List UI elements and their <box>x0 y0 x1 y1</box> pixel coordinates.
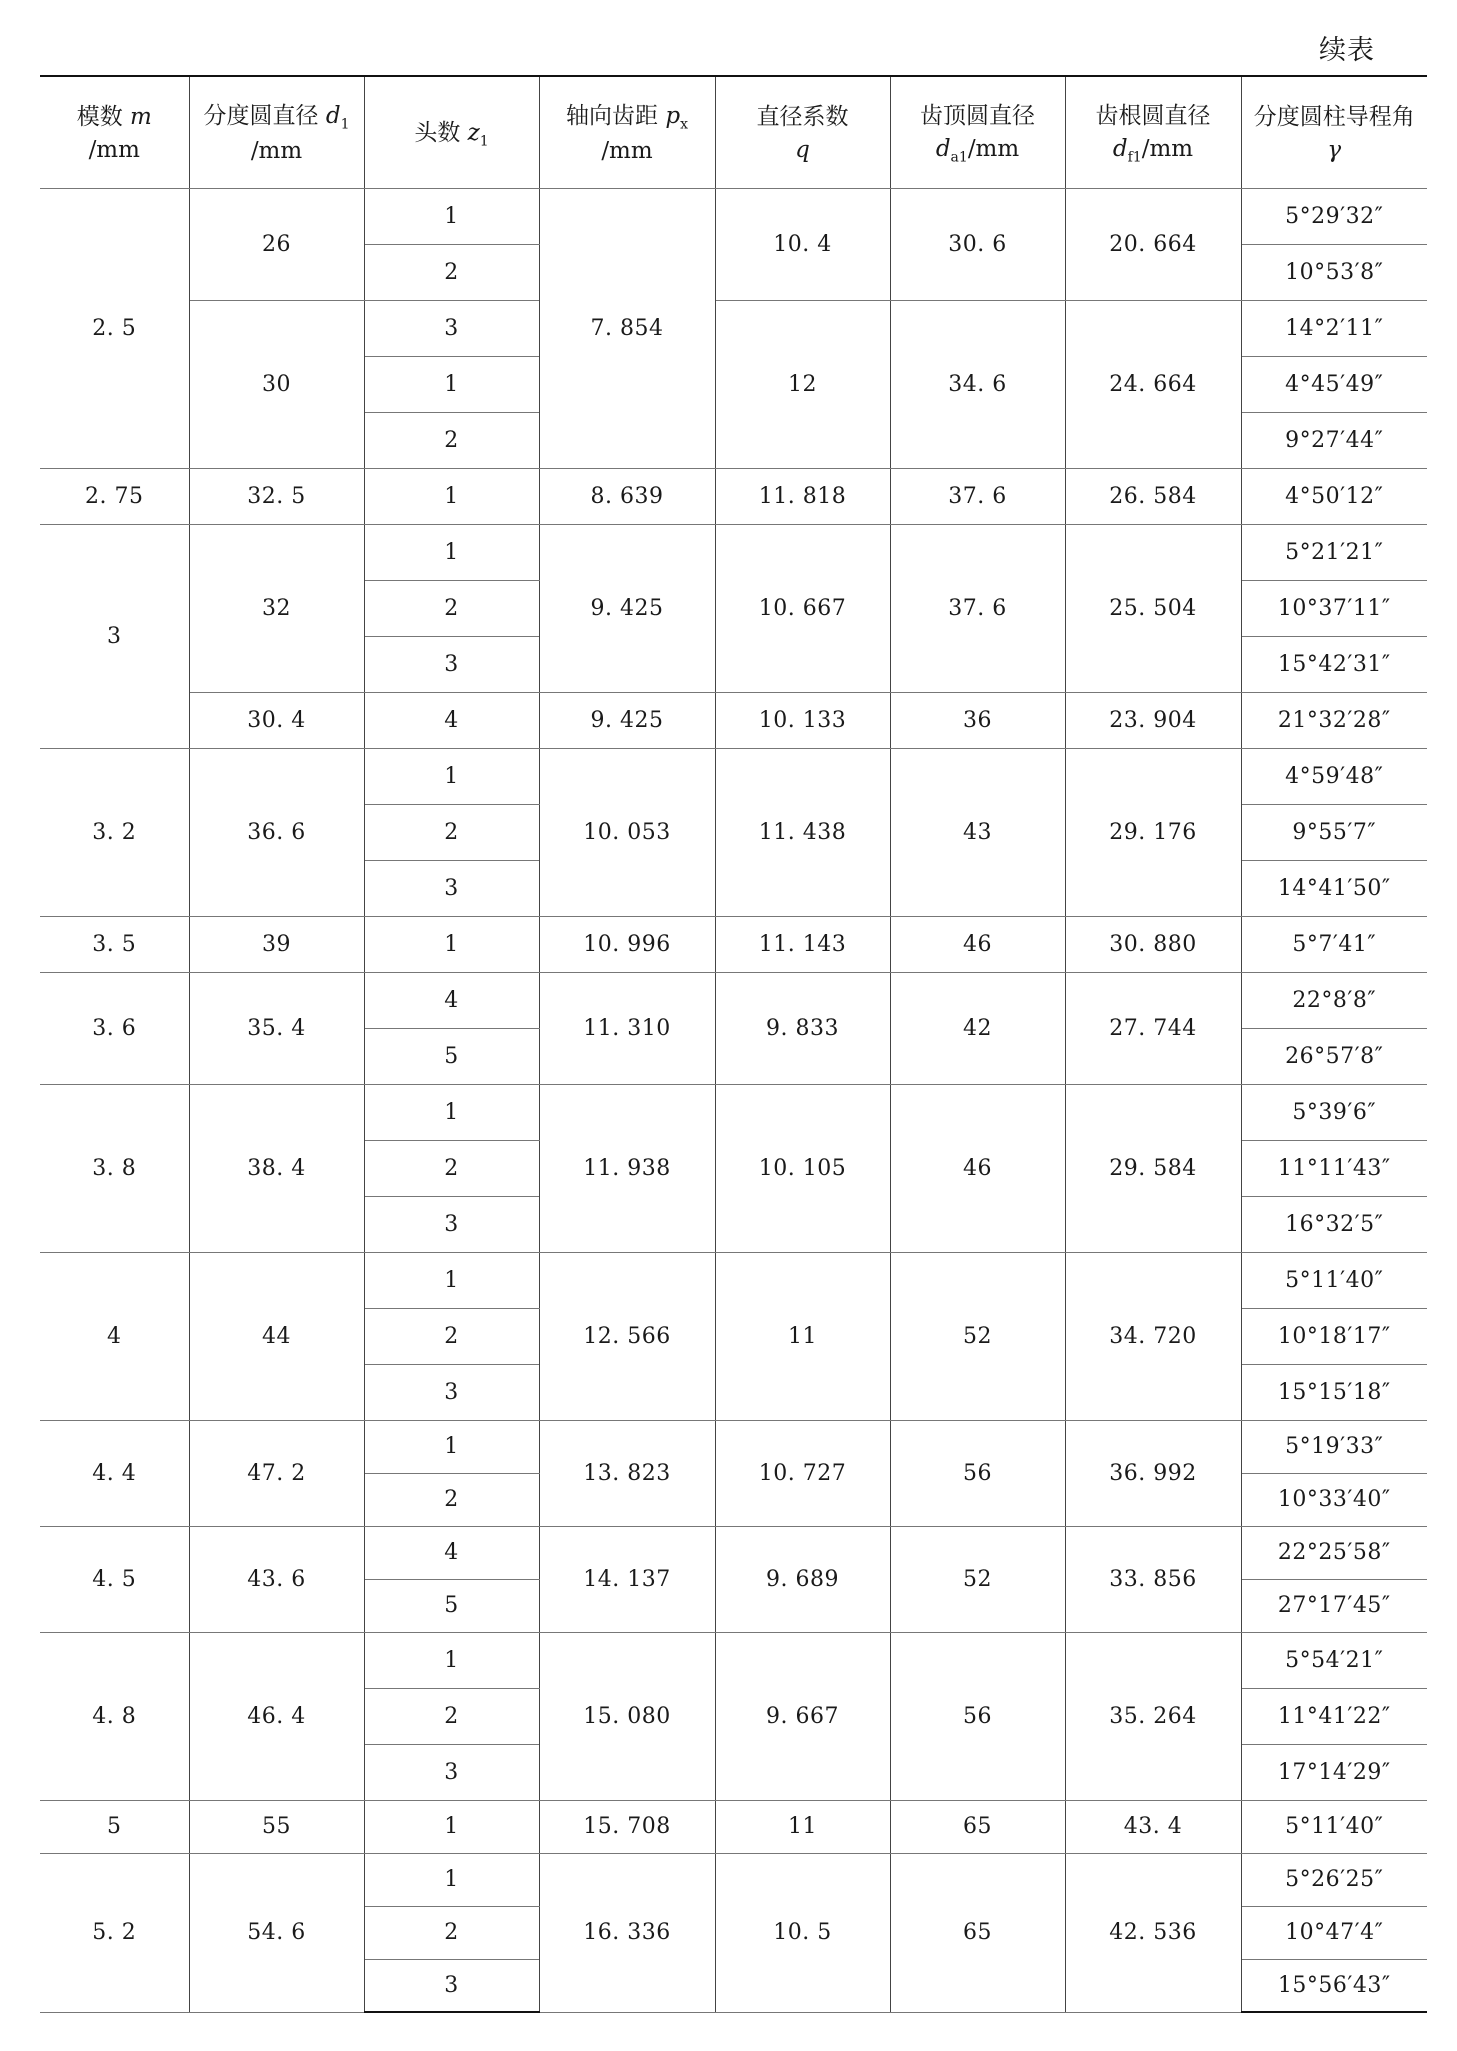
table-row <box>40 1420 1427 1473</box>
cell-tip-diameter: 65 <box>890 1853 1065 2012</box>
cell-diameter-factor: 10. 727 <box>715 1420 890 1526</box>
cell-lead-angle: 22°25′58″ <box>1241 1526 1427 1579</box>
cell-axial-pitch: 10. 996 <box>539 916 715 972</box>
cell-axial-pitch: 11. 938 <box>539 1084 715 1252</box>
header-module: 模数 m /mm <box>40 76 189 188</box>
cell-diameter-factor: 9. 833 <box>715 972 890 1084</box>
cell-root-diameter: 30. 880 <box>1065 916 1241 972</box>
cell-tip-diameter: 46 <box>890 1084 1065 1252</box>
cell-starts: 2 <box>364 1688 539 1744</box>
cell-root-diameter: 24. 664 <box>1065 300 1241 468</box>
table-row <box>40 1084 1427 1140</box>
cell-lead-angle: 5°11′40″ <box>1241 1800 1427 1853</box>
cell-diameter-factor: 10. 5 <box>715 1853 890 2012</box>
cell-tip-diameter: 42 <box>890 972 1065 1084</box>
cell-tip-diameter: 56 <box>890 1420 1065 1526</box>
cell-pitch-diameter: 55 <box>189 1800 364 1853</box>
cell-starts: 2 <box>364 1473 539 1526</box>
header-axial-pitch: 轴向齿距 $p_x$ /mm <box>539 76 715 188</box>
cell-lead-angle: 10°33′40″ <box>1241 1473 1427 1526</box>
cell-pitch-diameter: 44 <box>189 1252 364 1420</box>
cell-root-diameter: 27. 744 <box>1065 972 1241 1084</box>
table-row <box>40 692 1427 748</box>
cell-tip-diameter: 52 <box>890 1526 1065 1632</box>
cell-pitch-diameter: 30. 4 <box>189 692 364 748</box>
cell-starts: 1 <box>364 1252 539 1308</box>
cell-lead-angle: 26°57′8″ <box>1241 1028 1427 1084</box>
cell-axial-pitch: 12. 566 <box>539 1252 715 1420</box>
cell-pitch-diameter: 32 <box>189 524 364 692</box>
cell-starts: 1 <box>364 188 539 244</box>
cell-axial-pitch: 13. 823 <box>539 1420 715 1526</box>
cell-root-diameter: 43. 4 <box>1065 1800 1241 1853</box>
cell-starts: 4 <box>364 972 539 1028</box>
cell-lead-angle: 4°50′12″ <box>1241 468 1427 524</box>
cell-lead-angle: 5°11′40″ <box>1241 1252 1427 1308</box>
cell-diameter-factor: 11 <box>715 1252 890 1420</box>
cell-lead-angle: 15°42′31″ <box>1241 636 1427 692</box>
cell-diameter-factor: 9. 689 <box>715 1526 890 1632</box>
cell-tip-diameter: 30. 6 <box>890 188 1065 300</box>
cell-tip-diameter: 52 <box>890 1252 1065 1420</box>
cell-pitch-diameter: 38. 4 <box>189 1084 364 1252</box>
cell-starts: 3 <box>364 1744 539 1800</box>
cell-root-diameter: 34. 720 <box>1065 1252 1241 1420</box>
table-body <box>40 188 1427 2012</box>
cell-pitch-diameter: 39 <box>189 916 364 972</box>
cell-lead-angle: 15°56′43″ <box>1241 1959 1427 2012</box>
cell-root-diameter: 29. 584 <box>1065 1084 1241 1252</box>
cell-diameter-factor: 12 <box>715 300 890 468</box>
cell-root-diameter: 25. 504 <box>1065 524 1241 692</box>
table-row <box>40 1526 1427 1579</box>
cell-lead-angle: 10°37′11″ <box>1241 580 1427 636</box>
cell-root-diameter: 36. 992 <box>1065 1420 1241 1526</box>
cell-starts: 1 <box>364 1420 539 1473</box>
cell-starts: 1 <box>364 1853 539 1906</box>
cell-module: 4. 4 <box>40 1420 189 1526</box>
cell-root-diameter: 29. 176 <box>1065 748 1241 916</box>
cell-pitch-diameter: 35. 4 <box>189 972 364 1084</box>
table-row <box>40 972 1427 1028</box>
cell-starts: 2 <box>364 244 539 300</box>
cell-module: 2. 75 <box>40 468 189 524</box>
cell-diameter-factor: 11. 438 <box>715 748 890 916</box>
cell-module: 5. 2 <box>40 1853 189 2012</box>
cell-starts: 2 <box>364 1906 539 1959</box>
cell-starts: 1 <box>364 1084 539 1140</box>
cell-root-diameter: 26. 584 <box>1065 468 1241 524</box>
cell-root-diameter: 35. 264 <box>1065 1632 1241 1800</box>
header-lead-angle: 分度圆柱导程角 γ <box>1241 76 1427 188</box>
cell-lead-angle: 5°26′25″ <box>1241 1853 1427 1906</box>
cell-module: 4. 8 <box>40 1632 189 1800</box>
header-number-of-starts: 头数 $z_1$ <box>364 76 539 188</box>
cell-root-diameter: 33. 856 <box>1065 1526 1241 1632</box>
cell-lead-angle: 5°19′33″ <box>1241 1420 1427 1473</box>
cell-lead-angle: 5°21′21″ <box>1241 524 1427 580</box>
cell-module: 3. 6 <box>40 972 189 1084</box>
header-pitch-diameter: 分度圆直径 $d_1$ /mm <box>189 76 364 188</box>
table-row <box>40 1800 1427 1853</box>
cell-lead-angle: 9°55′7″ <box>1241 804 1427 860</box>
table-row <box>40 1632 1427 1688</box>
cell-lead-angle: 4°45′49″ <box>1241 356 1427 412</box>
cell-pitch-diameter: 46. 4 <box>189 1632 364 1800</box>
cell-module: 5 <box>40 1800 189 1853</box>
cell-diameter-factor: 10. 133 <box>715 692 890 748</box>
cell-starts: 1 <box>364 524 539 580</box>
cell-lead-angle: 14°41′50″ <box>1241 860 1427 916</box>
cell-starts: 2 <box>364 412 539 468</box>
cell-tip-diameter: 46 <box>890 916 1065 972</box>
cell-lead-angle: 14°2′11″ <box>1241 300 1427 356</box>
cell-lead-angle: 21°32′28″ <box>1241 692 1427 748</box>
table-row <box>40 468 1427 524</box>
cell-starts: 1 <box>364 1632 539 1688</box>
cell-pitch-diameter: 54. 6 <box>189 1853 364 2012</box>
cell-axial-pitch: 14. 137 <box>539 1526 715 1632</box>
cell-starts: 2 <box>364 580 539 636</box>
cell-root-diameter: 20. 664 <box>1065 188 1241 300</box>
cell-pitch-diameter: 32. 5 <box>189 468 364 524</box>
cell-lead-angle: 10°53′8″ <box>1241 244 1427 300</box>
cell-starts: 3 <box>364 1959 539 2012</box>
cell-lead-angle: 10°47′4″ <box>1241 1906 1427 1959</box>
table-row <box>40 916 1427 972</box>
cell-tip-diameter: 43 <box>890 748 1065 916</box>
table-row <box>40 300 1427 356</box>
cell-module: 4. 5 <box>40 1526 189 1632</box>
cell-root-diameter: 42. 536 <box>1065 1853 1241 2012</box>
cell-pitch-diameter: 47. 2 <box>189 1420 364 1526</box>
cell-lead-angle: 5°54′21″ <box>1241 1632 1427 1688</box>
table-row <box>40 748 1427 804</box>
cell-lead-angle: 17°14′29″ <box>1241 1744 1427 1800</box>
cell-root-diameter: 23. 904 <box>1065 692 1241 748</box>
cell-lead-angle: 5°7′41″ <box>1241 916 1427 972</box>
table-header-row <box>40 76 1427 188</box>
table-row <box>40 1853 1427 1906</box>
header-tip-diameter: 齿顶圆直径 $d_{a1}/mm$ <box>890 76 1065 188</box>
cell-axial-pitch: 16. 336 <box>539 1853 715 2012</box>
cell-starts: 1 <box>364 1800 539 1853</box>
cell-starts: 2 <box>364 1308 539 1364</box>
cell-lead-angle: 15°15′18″ <box>1241 1364 1427 1420</box>
header-diameter-factor: 直径系数 q <box>715 76 890 188</box>
cell-axial-pitch: 10. 053 <box>539 748 715 916</box>
cell-pitch-diameter: 26 <box>189 188 364 300</box>
cell-lead-angle: 11°11′43″ <box>1241 1140 1427 1196</box>
cell-diameter-factor: 11 <box>715 1800 890 1853</box>
cell-module: 4 <box>40 1252 189 1420</box>
cell-starts: 1 <box>364 468 539 524</box>
cell-starts: 4 <box>364 692 539 748</box>
cell-axial-pitch: 7. 854 <box>539 188 715 468</box>
cell-lead-angle: 5°39′6″ <box>1241 1084 1427 1140</box>
cell-starts: 4 <box>364 1526 539 1579</box>
cell-module: 3 <box>40 524 189 748</box>
cell-module: 3. 8 <box>40 1084 189 1252</box>
cell-lead-angle: 22°8′8″ <box>1241 972 1427 1028</box>
cell-tip-diameter: 37. 6 <box>890 468 1065 524</box>
cell-axial-pitch: 11. 310 <box>539 972 715 1084</box>
cell-lead-angle: 4°59′48″ <box>1241 748 1427 804</box>
cell-tip-diameter: 34. 6 <box>890 300 1065 468</box>
cell-module: 3. 2 <box>40 748 189 916</box>
cell-lead-angle: 9°27′44″ <box>1241 412 1427 468</box>
cell-starts: 5 <box>364 1028 539 1084</box>
cell-axial-pitch: 15. 708 <box>539 1800 715 1853</box>
cell-starts: 3 <box>364 860 539 916</box>
cell-lead-angle: 5°29′32″ <box>1241 188 1427 244</box>
cell-starts: 3 <box>364 1364 539 1420</box>
cell-pitch-diameter: 36. 6 <box>189 748 364 916</box>
cell-axial-pitch: 9. 425 <box>539 692 715 748</box>
cell-tip-diameter: 56 <box>890 1632 1065 1800</box>
cell-diameter-factor: 10. 105 <box>715 1084 890 1252</box>
cell-starts: 2 <box>364 804 539 860</box>
cell-starts: 1 <box>364 916 539 972</box>
cell-diameter-factor: 9. 667 <box>715 1632 890 1800</box>
cell-tip-diameter: 65 <box>890 1800 1065 1853</box>
cell-diameter-factor: 11. 818 <box>715 468 890 524</box>
cell-lead-angle: 10°18′17″ <box>1241 1308 1427 1364</box>
cell-pitch-diameter: 30 <box>189 300 364 468</box>
cell-diameter-factor: 10. 667 <box>715 524 890 692</box>
table-row <box>40 524 1427 580</box>
cell-starts: 3 <box>364 1196 539 1252</box>
table-continued-caption: 续表 <box>1319 35 1375 66</box>
cell-module: 2. 5 <box>40 188 189 468</box>
cell-axial-pitch: 9. 425 <box>539 524 715 692</box>
cell-starts: 3 <box>364 300 539 356</box>
cell-module: 3. 5 <box>40 916 189 972</box>
cell-lead-angle: 16°32′5″ <box>1241 1196 1427 1252</box>
cell-starts: 1 <box>364 748 539 804</box>
header-root-diameter: 齿根圆直径 $d_{f1}/mm$ <box>1065 76 1241 188</box>
cell-axial-pitch: 8. 639 <box>539 468 715 524</box>
cell-starts: 1 <box>364 356 539 412</box>
cell-tip-diameter: 36 <box>890 692 1065 748</box>
table-row <box>40 188 1427 244</box>
cell-lead-angle: 11°41′22″ <box>1241 1688 1427 1744</box>
cell-starts: 3 <box>364 636 539 692</box>
cell-diameter-factor: 11. 143 <box>715 916 890 972</box>
cell-lead-angle: 27°17′45″ <box>1241 1579 1427 1632</box>
cell-axial-pitch: 15. 080 <box>539 1632 715 1800</box>
cell-diameter-factor: 10. 4 <box>715 188 890 300</box>
worm-parameter-table <box>40 75 1427 2013</box>
cell-starts: 5 <box>364 1579 539 1632</box>
cell-pitch-diameter: 43. 6 <box>189 1526 364 1632</box>
cell-starts: 2 <box>364 1140 539 1196</box>
table-row <box>40 1252 1427 1308</box>
cell-tip-diameter: 37. 6 <box>890 524 1065 692</box>
